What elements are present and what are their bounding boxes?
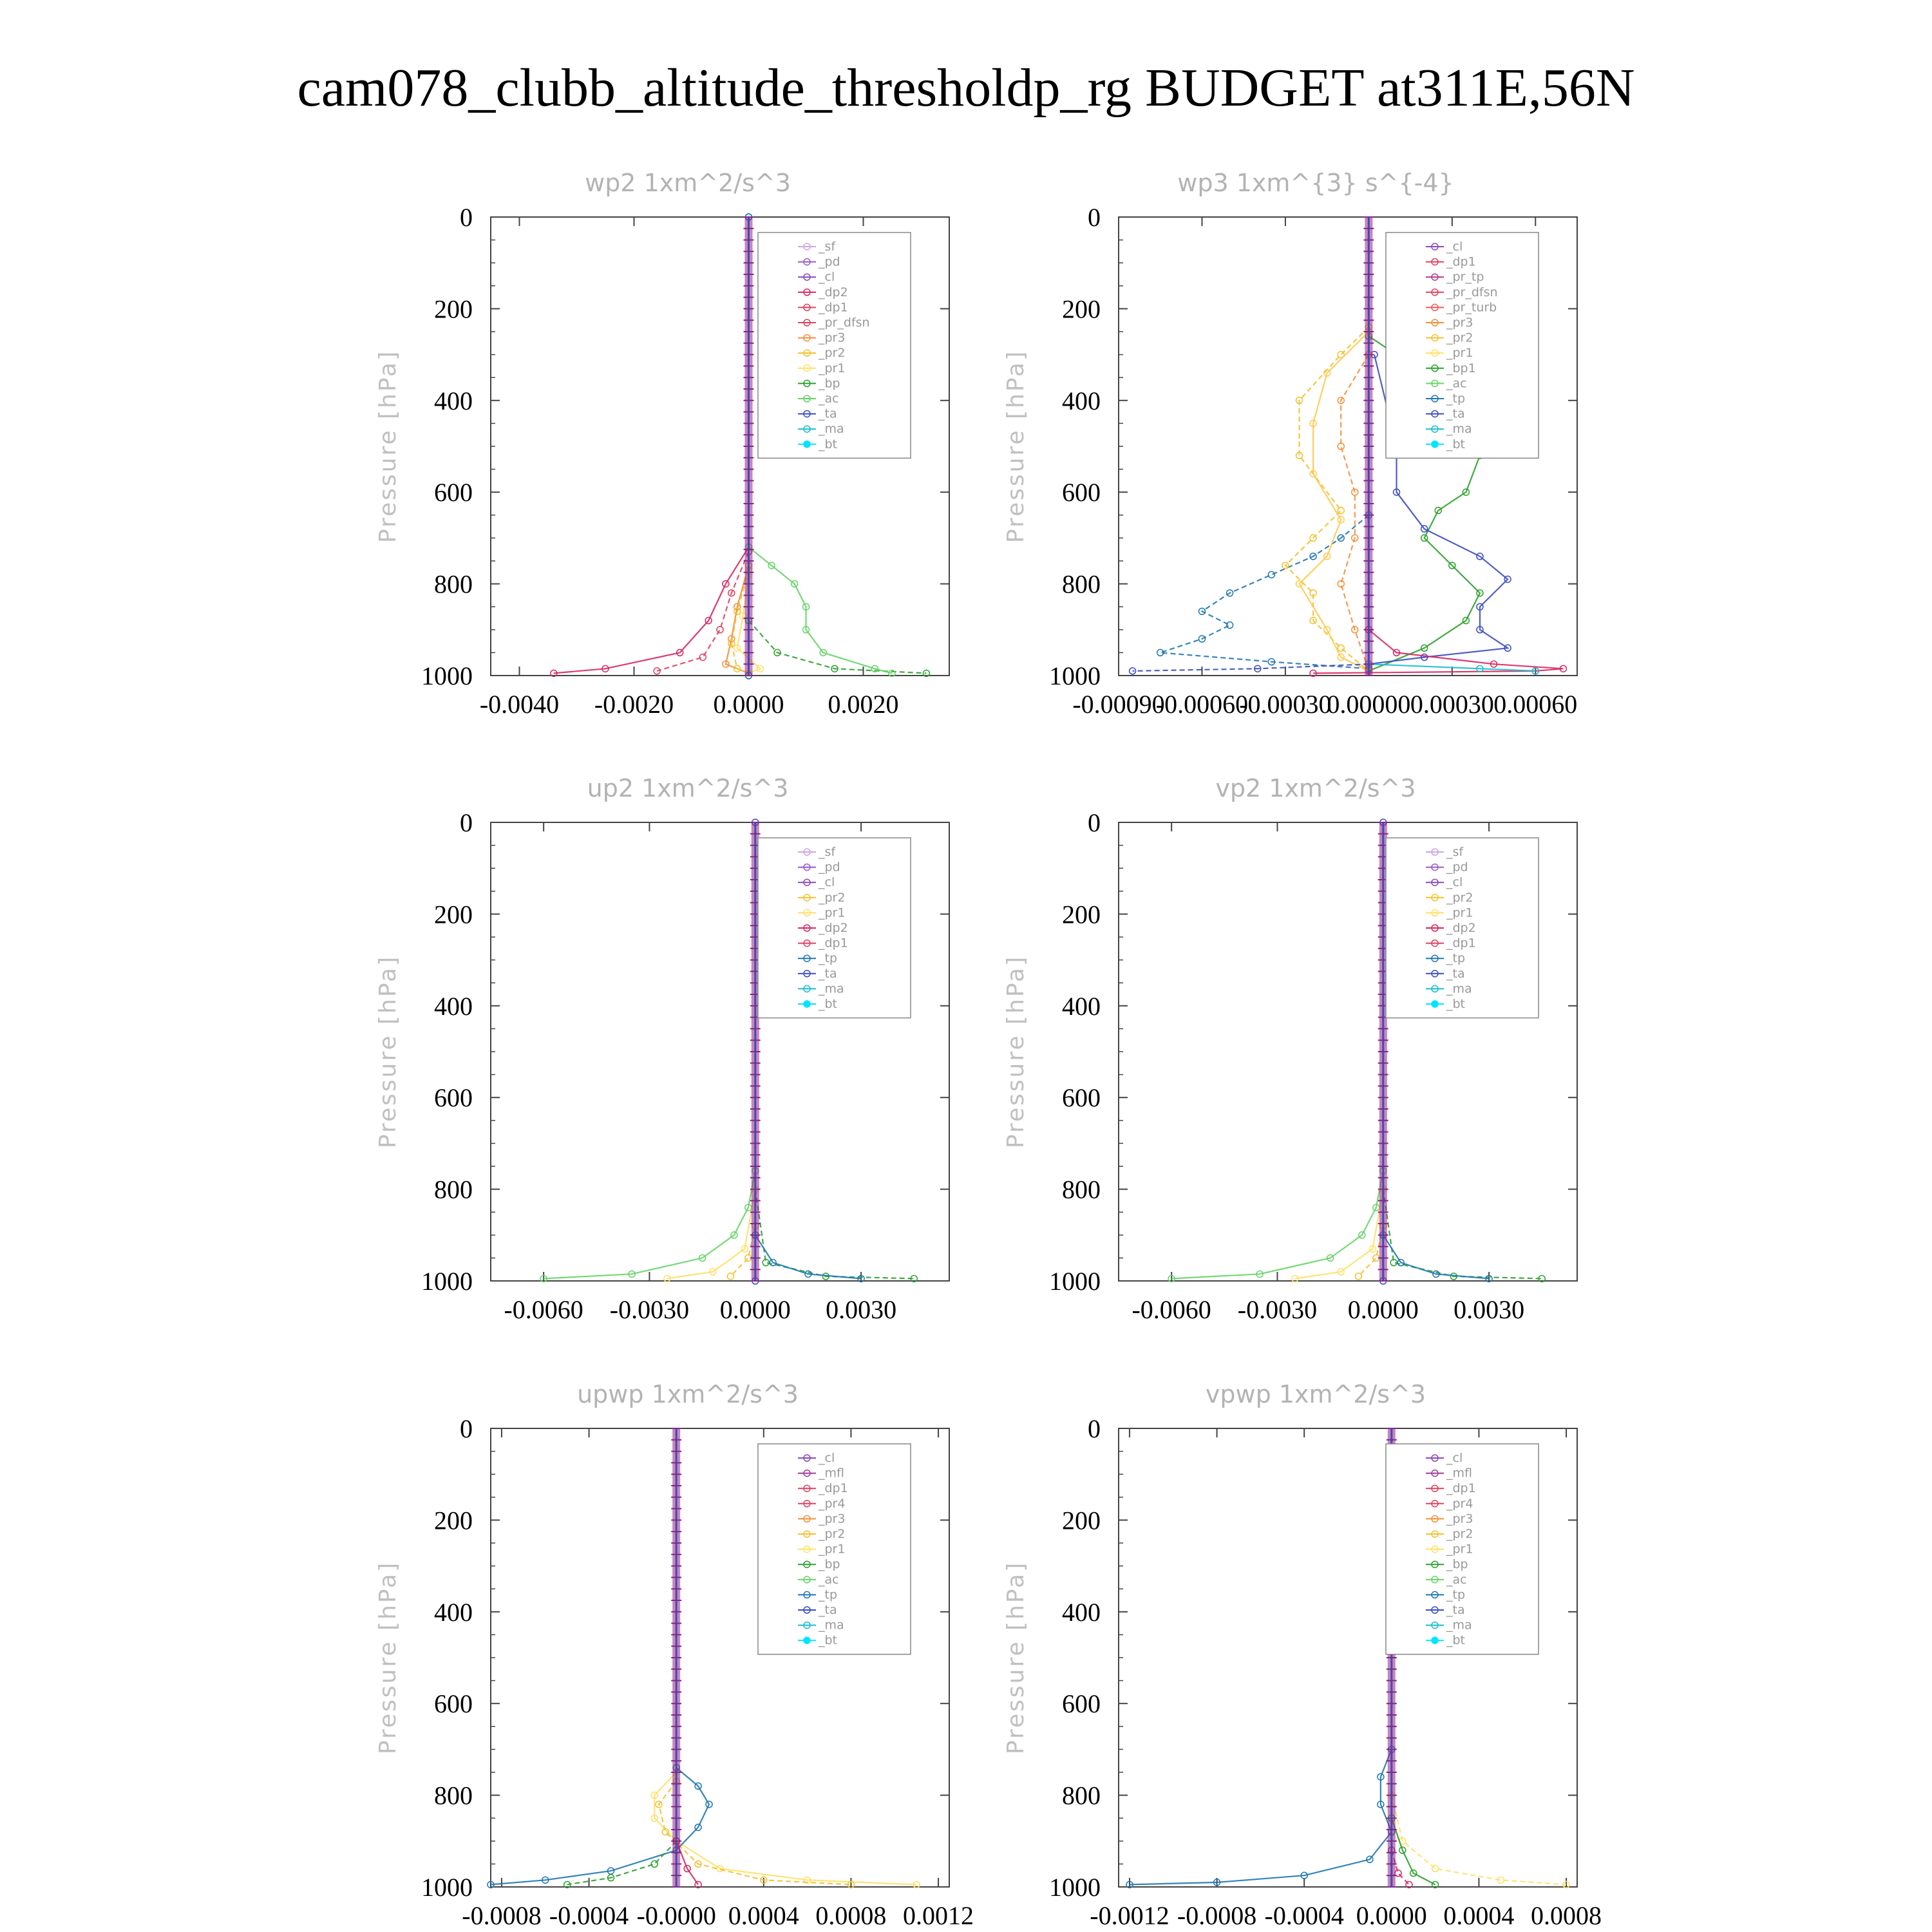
- x-tick-label: 0.0000: [1356, 1901, 1427, 1930]
- page-title: cam078_clubb_altitude_thresholdp_rg BUDGET at311E,56N: [297, 58, 1635, 118]
- legend-label: _pr3: [819, 330, 846, 345]
- legend-label: _tp: [1446, 951, 1466, 966]
- x-tick-label: -0.0030: [609, 1295, 690, 1324]
- series-line-dp1: [1171, 1171, 1383, 1278]
- series-line-pr1: [654, 1772, 916, 1884]
- series-line-tp: [1130, 1749, 1392, 1884]
- legend-label: _ta: [1446, 406, 1465, 421]
- data-point: [1130, 668, 1136, 674]
- data-point: [1227, 622, 1233, 629]
- y-tick-label: 800: [1062, 1175, 1101, 1204]
- y-tick-label: 600: [1062, 478, 1101, 507]
- x-tick-label: 0.0030: [1454, 1295, 1525, 1324]
- legend-label: _pr1: [819, 1542, 846, 1557]
- y-tick-label: 1000: [1049, 1267, 1101, 1296]
- y-tick-label: 800: [434, 1175, 473, 1204]
- x-tick-label: -0.0060: [504, 1295, 583, 1324]
- x-tick-label: -0.0004: [1264, 1901, 1344, 1930]
- legend-label: _pr2: [1446, 330, 1473, 345]
- series-line-pr1: [1392, 1795, 1566, 1885]
- legend-label: _dp2: [1446, 921, 1476, 935]
- legend-marker: [804, 1637, 810, 1643]
- y-tick-label: 400: [434, 386, 473, 415]
- legend-label: _pr_dfsn: [819, 316, 870, 330]
- series-line-ta: [1133, 664, 1369, 671]
- legend-label: _mfl: [1446, 1466, 1472, 1481]
- x-tick-label: 0.0004: [728, 1901, 799, 1930]
- panel-title: up2 1xm^2/s^3: [587, 774, 789, 802]
- y-tick-label: 1000: [421, 661, 473, 690]
- legend-label: _pr_turb: [1446, 300, 1497, 315]
- legend-label: _bt: [819, 1633, 838, 1648]
- legend-label: _bt: [1446, 1633, 1466, 1648]
- chart-panel-3: [1003, 774, 1577, 1324]
- legend-label: _pd: [819, 860, 840, 875]
- legend-label: _ta: [1446, 966, 1465, 981]
- x-tick-label: 0.0008: [815, 1901, 887, 1930]
- x-tick-label: 0.0004: [1443, 1901, 1515, 1930]
- legend-label: _dp2: [819, 921, 848, 935]
- legend-label: _pr_tp: [1446, 270, 1484, 285]
- y-axis-label: Pressure [hPa]: [375, 954, 401, 1149]
- legend-label: _cl: [819, 875, 835, 890]
- chart-panel-4: [375, 1380, 974, 1930]
- y-tick-label: 200: [434, 1506, 473, 1535]
- x-tick-label: 0.0000: [1347, 1295, 1419, 1324]
- legend-label: _dp1: [1446, 254, 1476, 269]
- y-tick-label: 600: [434, 1689, 473, 1719]
- y-tick-label: 1000: [421, 1267, 473, 1296]
- y-tick-label: 0: [1088, 808, 1101, 837]
- y-tick-label: 1000: [421, 1873, 473, 1902]
- legend-label: _pd: [1446, 860, 1468, 875]
- x-tick-label: -0.0012: [1090, 1901, 1170, 1930]
- legend-label: _pr1: [1446, 905, 1473, 920]
- data-point: [1268, 571, 1274, 578]
- y-tick-label: 400: [1062, 1597, 1101, 1627]
- y-tick-label: 0: [460, 1414, 473, 1443]
- y-tick-label: 600: [1062, 1689, 1101, 1719]
- legend-label: _ac: [1446, 376, 1467, 391]
- x-tick-label: 0.0000: [719, 1295, 791, 1324]
- legend-label: _pr3: [819, 1511, 846, 1526]
- y-tick-label: 0: [460, 203, 473, 232]
- legend-label: _cl: [1446, 1451, 1463, 1465]
- y-axis-label: Pressure [hPa]: [1003, 954, 1029, 1149]
- x-tick-label: 0.0020: [828, 690, 899, 719]
- legend-label: _bp: [819, 376, 840, 391]
- legend-label: _pr2: [819, 346, 846, 361]
- series-line-dp2: [554, 547, 749, 674]
- y-tick-label: 1000: [1049, 1873, 1101, 1902]
- y-tick-label: 600: [1062, 1083, 1101, 1113]
- legend-label: _pr4: [819, 1496, 846, 1511]
- panel-title: upwp 1xm^2/s^3: [577, 1380, 799, 1408]
- legend-label: _pr_dfsn: [1446, 285, 1498, 299]
- legend-label: _tp: [1446, 1587, 1466, 1602]
- legend-label: _dp2: [819, 285, 848, 299]
- x-tick-label: 0.00000: [1327, 690, 1411, 719]
- legend-label: _sf: [1446, 845, 1464, 859]
- legend-label: _cl: [819, 1451, 835, 1465]
- legend-label: _dp1: [819, 1481, 848, 1496]
- panel-title: vpwp 1xm^2/s^3: [1205, 1380, 1426, 1408]
- legend-label: _dp1: [819, 936, 848, 951]
- series-line-bp: [1392, 1818, 1435, 1884]
- x-tick-label: -0.0020: [594, 690, 674, 719]
- panel-title: wp3 1xm^{3} s^{-4}: [1177, 169, 1454, 197]
- data-point: [1355, 1273, 1361, 1280]
- chart-panel-1: [1003, 169, 1578, 719]
- y-tick-label: 400: [434, 991, 473, 1021]
- y-tick-label: 1000: [1049, 661, 1101, 690]
- panel-title: vp2 1xm^2/s^3: [1215, 774, 1416, 802]
- legend-label: _ta: [1446, 1603, 1465, 1617]
- x-tick-label: -0.00060: [1155, 690, 1249, 719]
- legend-label: _pr2: [819, 890, 846, 905]
- legend-label: _ac: [819, 392, 839, 406]
- x-tick-label: -0.0008: [1177, 1901, 1257, 1930]
- series-line-bp: [567, 1841, 676, 1885]
- legend-label: _ma: [819, 981, 844, 996]
- legend-label: _mfl: [819, 1466, 844, 1481]
- legend-label: _sf: [819, 240, 836, 254]
- legend-label: _ta: [819, 1603, 837, 1617]
- legend-label: _ta: [819, 966, 837, 981]
- legend-label: _ma: [819, 422, 844, 437]
- legend-label: _sf: [819, 845, 836, 859]
- legend-label: _pr2: [1446, 890, 1473, 905]
- y-tick-label: 200: [1062, 294, 1101, 324]
- legend-label: _pr1: [819, 905, 846, 920]
- x-tick-label: 0.00060: [1493, 690, 1578, 719]
- x-tick-label: -0.0008: [462, 1901, 542, 1930]
- y-tick-label: 0: [1088, 1414, 1101, 1443]
- y-axis-label: Pressure [hPa]: [1003, 349, 1029, 544]
- legend-marker: [1432, 441, 1438, 448]
- chart-panel-0: [375, 169, 949, 719]
- legend-label: _pr3: [1446, 316, 1473, 330]
- data-point: [1338, 507, 1344, 514]
- y-axis-label: Pressure [hPa]: [375, 1560, 401, 1755]
- y-tick-label: 0: [460, 808, 473, 837]
- series-line-bp: [749, 621, 927, 674]
- legend-label: _bt: [819, 437, 838, 451]
- x-tick-label: 0.0000: [713, 690, 784, 719]
- y-tick-label: 0: [1088, 203, 1101, 232]
- legend-marker: [804, 441, 810, 448]
- y-axis-label: Pressure [hPa]: [375, 349, 401, 544]
- legend-label: _bp: [819, 1557, 840, 1572]
- y-axis-label: Pressure [hPa]: [1003, 1560, 1029, 1755]
- x-tick-label: -0.0040: [479, 690, 560, 719]
- y-tick-label: 800: [434, 569, 473, 599]
- legend-label: _dp1: [819, 300, 848, 315]
- y-tick-label: 400: [434, 1597, 473, 1627]
- legend-label: _ma: [1446, 981, 1472, 996]
- x-tick-label: -0.00030: [1239, 690, 1332, 719]
- legend-label: _dp1: [1446, 936, 1476, 951]
- legend-marker: [1432, 1637, 1438, 1643]
- legend-label: _tp: [819, 1587, 838, 1602]
- x-tick-label: 0.00030: [1410, 690, 1494, 719]
- legend-label: _cl: [819, 270, 835, 285]
- chart-panel-5: [1003, 1380, 1602, 1930]
- x-tick-label: 0.0030: [826, 1295, 897, 1324]
- chart-panel-2: [375, 774, 949, 1324]
- legend-label: _pr4: [1446, 1496, 1473, 1511]
- data-point: [727, 1273, 734, 1280]
- legend-label: _pr2: [1446, 1527, 1473, 1541]
- y-tick-label: 200: [1062, 900, 1101, 929]
- legend-label: _cl: [1446, 240, 1463, 254]
- series-line-pr3: [1341, 355, 1368, 671]
- y-tick-label: 600: [434, 1083, 473, 1113]
- legend-label: _ma: [1446, 1618, 1472, 1633]
- legend-label: _pr1: [819, 361, 846, 375]
- x-tick-label: -0.0060: [1132, 1295, 1211, 1324]
- legend-label: _bp1: [1446, 361, 1476, 375]
- series-line-dp1: [544, 1171, 755, 1278]
- x-tick-label: -0.0030: [1237, 1295, 1318, 1324]
- legend-marker: [804, 1001, 810, 1007]
- data-point: [1338, 645, 1344, 651]
- y-tick-label: 200: [434, 294, 473, 324]
- y-tick-label: 600: [434, 478, 473, 507]
- series-line-pr2: [1285, 327, 1368, 671]
- legend-label: _ac: [1446, 1572, 1467, 1587]
- legend-label: _cl: [1446, 875, 1463, 890]
- x-tick-label: 0.0008: [1531, 1901, 1602, 1930]
- y-tick-label: 800: [1062, 569, 1101, 599]
- data-point: [717, 627, 723, 633]
- y-tick-label: 400: [1062, 991, 1101, 1021]
- legend-label: _bt: [1446, 997, 1466, 1011]
- legend-label: _pr1: [1446, 346, 1473, 361]
- legend-label: _ac: [819, 1572, 839, 1587]
- y-tick-label: 200: [434, 900, 473, 929]
- x-tick-label: -0.0000: [636, 1901, 716, 1930]
- legend-label: _ta: [819, 406, 837, 421]
- y-tick-label: 800: [434, 1781, 473, 1810]
- y-tick-label: 400: [1062, 386, 1101, 415]
- legend-label: _ma: [819, 1618, 844, 1633]
- legend-label: _bp: [1446, 1557, 1468, 1572]
- panel-title: wp2 1xm^2/s^3: [585, 169, 791, 197]
- x-tick-label: -0.00090: [1072, 690, 1165, 719]
- legend-label: _bt: [1446, 437, 1466, 451]
- legend-label: _pr3: [1446, 1511, 1473, 1526]
- legend-label: _ma: [1446, 422, 1472, 437]
- legend-label: _bt: [819, 997, 838, 1011]
- legend-label: _dp1: [1446, 1481, 1476, 1496]
- legend-label: _pr1: [1446, 1542, 1473, 1557]
- x-tick-label: 0.0012: [903, 1901, 974, 1930]
- legend-label: _pr2: [819, 1527, 846, 1541]
- legend-label: _tp: [1446, 392, 1466, 406]
- y-tick-label: 200: [1062, 1506, 1101, 1535]
- legend-label: _tp: [819, 951, 838, 966]
- x-tick-label: -0.0004: [549, 1901, 629, 1930]
- legend-label: _pd: [819, 254, 840, 269]
- legend-marker: [1432, 1001, 1438, 1007]
- y-tick-label: 800: [1062, 1781, 1101, 1810]
